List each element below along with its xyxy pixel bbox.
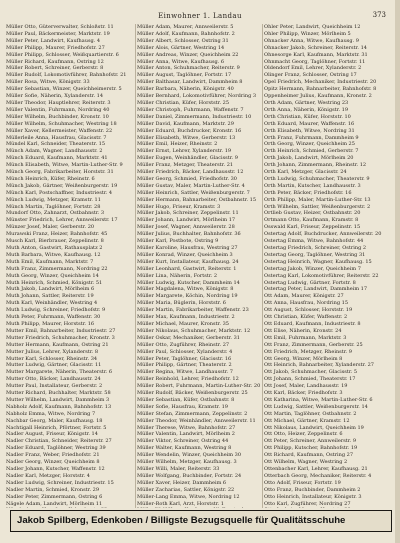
directory-entry: Musch Karl, Bierbrauer, Zeppelinstr. 8 <box>6 238 104 245</box>
directory-entry: Muth Karl, Weinhändler, Westring 4 <box>6 300 98 307</box>
directory-entry: Mutter Julius, Lehrer, Xylanderstr. 8 <box>6 348 99 355</box>
directory-entry: Orth Elisabeth, Witwe, Nordring 31 <box>264 127 355 134</box>
directory-entry: Müller Philipp, Gärtner, Theaterstr. 2 <box>137 362 232 369</box>
running-head <box>0 10 400 24</box>
directory-entry <box>264 507 396 508</box>
directory-entry: Ott Anna, Hausfrau, Nordring 15 <box>264 300 349 307</box>
directory-entry: Muth Jakob, Landwirt, Mörlheim 6 <box>6 286 95 293</box>
directory-entry: Nachtigall Heinrich, Pförtner, Fortstr. 5 <box>6 424 107 431</box>
directory-entry: Ott August, Schlosser, Horststr. 19 <box>264 307 353 314</box>
directory-entry: Orth Anna, Näherin, Königstr. 19 <box>264 106 349 113</box>
directory-entry: Müller Philipp, Schlosser, Weißquartierstr. 6 <box>6 51 119 58</box>
directory-entry: Müller Konrad, Winzer, Queichheim 3 <box>137 251 233 258</box>
directory-entry: Ott Christian, Küfer, Waffenstr. 2 <box>264 314 348 321</box>
directory-entry: Muth Heinrich, Schmied, Königstr. 51 <box>6 279 103 286</box>
directory-entry: Orth Eduard, Maurer, Waffenstr. 16 <box>264 120 355 127</box>
directory-entry: Otto Karl, Zugführer, Nordring 27 <box>264 500 351 507</box>
directory-entry: Müller Christoph, Fuhrmann, Waffenstr. 7 <box>137 106 244 113</box>
directory-entry: Müller Philipp, Maurer, Friedhofstr. 27 <box>6 44 105 51</box>
directory-entry: Müller Wilhelm, Schuhmacher, Westring 18 <box>6 120 117 127</box>
directory-entry: Müller Walter, Kaufmann, Westring 8 <box>137 445 232 452</box>
directory-entry: Müller Stefan, Zimmermann, Zeppelinstr. 2 <box>137 410 248 417</box>
directory-entry: Ohnacker Jakob, Schreiner, Reiterstr. 14 <box>264 44 367 51</box>
directory-entry: Müller Sofie, Hausfrau, Kramstr. 19 <box>137 403 228 410</box>
directory-entry: Müller Wilhelm, Buchbinder, Kronstr. 10 <box>6 113 109 120</box>
directory-entry: Ott Michael, Gärtner, Kramstr. 12 <box>264 417 350 424</box>
directory-entry: Münster Friedrich, Lehrer, Annweilerstr. 17 <box>6 217 118 224</box>
page-number: 373 <box>372 11 386 19</box>
directory-entry: Müller Karl, Postbote, Ostring 9 <box>137 238 219 245</box>
directory-entry: Müller Kurt, Installateur, Kaufhausg. 24 <box>137 258 239 265</box>
directory-entry: Müller Wendelin, Winzer, Queichheim 30 <box>137 452 241 459</box>
directory-entry: Ortmann Otto, Kaufmann, Kramstr. 8 <box>264 217 359 224</box>
directory-columns <box>6 24 396 508</box>
directory-entry: Müller Otto, Zugführer, Rheinstr. 27 <box>137 341 230 348</box>
directory-entry: Ott Elise, Näherin, Kronstr. 24 <box>264 327 342 334</box>
directory-entry: Ostertag Karl, Lokomotivführer, Reiterstr. 22 <box>264 272 379 279</box>
directory-entry: Müller Johann, Landwirt, Mörlheim 17 <box>137 217 236 224</box>
directory-entry: Ott Katharina, Witwe, Martin-Luther-Str. 6 <box>264 396 373 403</box>
directory-entry: Müller Paul, Bäckermeister, Marktstr. 19 <box>6 30 110 37</box>
directory-entry: Müller Rudolf, Lokomotivführer, Bahnhofstr. 21 <box>6 72 127 79</box>
directory-entry: Müller Robert, Schreiner, Gerberstr. 8 <box>6 65 104 72</box>
directory-entry: Ostertag Adolf, Buchdrucker, Annweilerstr. 20 <box>264 231 382 238</box>
directory-entry: Müller Martin, Fabrikarbeiter, Waffenstr. 23 <box>137 307 249 314</box>
directory-entry: Müller Daniel, Zimmermann, Industriestr. 10 <box>137 113 252 120</box>
directory-entry: Müller Elisabeth, Witwe, Gerberstr. 13 <box>137 134 236 141</box>
directory-entry: Mündel Karl, Schneider, Theaterstr. 15 <box>6 141 106 148</box>
directory-entry: Ott Ludwig, Sattler, Weißenburgerstr. 14 <box>264 403 368 410</box>
directory-entry: Oppenheimer Julius, Kaufmann, Kronstr. 2 <box>264 93 372 100</box>
directory-entry: Müller Sebastian, Küfer, Ostbahnstr. 8 <box>137 396 235 403</box>
directory-entry: Müller Barbara, Näherin, Königstr. 40 <box>137 86 234 93</box>
directory-entry: Ott Peter, Schreiner, Annweilerstr. 9 <box>264 438 356 445</box>
directory-entry: Müllerleile Anna, Hausfrau, Glacisstr. 7 <box>6 134 107 141</box>
directory-entry: Mutter Wilhelm, Landwirt, Dammheim 3 <box>6 396 110 403</box>
directory-entry: Muth Peter, Fuhrmann, Waffenstr. 30 <box>6 314 101 321</box>
directory-entry: Müller Hermann, Bahnarbeiter, Ostbahnstr. 15 <box>137 196 256 203</box>
directory-entry: Olinger Franz, Schlosser, Ostring 17 <box>264 72 357 79</box>
directory-entry: Ostertag Friedrich, Schreiner, Ostring 2 <box>264 245 367 251</box>
directory-entry: Ott Philipp, Kutscher, Bahnhofstr. 19 <box>264 445 358 452</box>
directory-entry: Müller Heinrich, Sattler, Weißenburgerstr. 7 <box>137 189 250 196</box>
directory-entry: Müller Eugen, Weinhändler, Glacisstr. 9 <box>137 155 238 162</box>
directory-entry: Müller Adolf, Kaufmann, Bahnhofstr. 2 <box>137 30 235 37</box>
directory-entry: Muth Anton, Gastwirt, Rathausplatz 2 <box>6 245 103 251</box>
directory-entry: Orth Jakob, Landwirt, Mörlheim 20 <box>264 155 354 162</box>
directory-entry: Ostertag Jakob, Winzer, Queichheim 7 <box>264 265 361 272</box>
directory-entry: Müller Friedrich, Bäcker, Landhausstr. 12 <box>137 169 244 176</box>
directory-entry: Müller Reinhold, Lehrer, Friedhofstr. 12 <box>137 376 239 383</box>
directory-entry: Müller Lina, Näherin, Fortstr. 2 <box>137 272 218 279</box>
directory-entry: Münch Martin, Taglöhner, Fortstr. 28 <box>6 203 101 210</box>
directory-entry: Müller Albert, Schlosser, Ostring 31 <box>137 37 229 44</box>
directory-entry: Ott Friedrich, Metzger, Rheinstr. 9 <box>264 348 352 355</box>
directory-entry: Müller Georg, Schmied, Friedhofstr. 30 <box>137 175 237 182</box>
directory-entry: Ott Josef, Maler, Landhausstr. 19 <box>264 383 348 390</box>
directory-entry: Mundorf Otto, Zahnarzt, Ostbahnstr. 3 <box>6 210 105 217</box>
column-divider <box>135 24 136 508</box>
directory-entry: Orth Franz, Fuhrmann, Dammheim 9 <box>264 134 359 141</box>
directory-entry: Müller Gustav, Maler, Martin-Luther-Str. 4 <box>137 182 245 189</box>
directory-entry: Müller-Lang Emma, Witwe, Nordring 12 <box>137 493 240 500</box>
advertisement-text: Jakob Spilberg, Edenkoben / Billigste Bezugsquelle für Qualitätsschuhe <box>17 515 346 526</box>
directory-entry: Orth Wilhelm, Sattler, Weißenburgerstr. 2 <box>264 203 371 210</box>
directory-entry: Müller Peter, Taglöhner, Glacisstr. 16 <box>137 355 232 362</box>
directory-entry: Opitz Hermann, Bahnarbeiter, Bahnhofstr. 8 <box>264 86 377 93</box>
directory-entry: Ohler Peter, Landwirt, Queichheim 12 <box>264 24 361 30</box>
directory-entry: Ott Otto, Heizer, Zeppelinstr. 6 <box>264 431 343 438</box>
directory-entry: Ostertag Ludwig, Gärtner, Fortstr. 8 <box>264 279 356 286</box>
directory-entry: Müller Theodor, Weinhändler, Annweilerstr. 11 <box>137 417 256 424</box>
directory-entry: Mutter Karl, Schlosser, Rheinstr. 34 <box>6 355 98 362</box>
directory-entry: Müller Maria, Büglerin, Horststr. 6 <box>137 300 226 307</box>
advertisement-banner <box>10 510 392 532</box>
directory-entry: Müller Max, Kaufmann, Industriestr. 2 <box>137 314 235 321</box>
directory-entry: Müller Jakob, Schreiner, Zeppelinstr. 11 <box>137 210 239 217</box>
directory-entry <box>137 507 261 508</box>
directory-entry: Ottenbacher Karl, Lehrer, Kaufhausg. 21 <box>264 466 368 472</box>
directory-entry: Mutter Margarete, Näherin, Theaterstr. 6 <box>6 369 113 376</box>
directory-entry: Müller Julius, Buchhalter, Bahnhofstr. 36 <box>137 231 241 238</box>
directory-entry: Müller Sebastian, Winzer, Queichheimerstr. 5 <box>6 86 122 93</box>
directory-entry: Müller Anton, Schuhmacher, Reiterstr. 9 <box>137 65 240 72</box>
directory-entry: Orth Philipp, Maler, Martin-Luther-Str. 13 <box>264 196 371 203</box>
directory-entry: Münzer Josef, Maler, Gerberstr. 20 <box>6 224 95 231</box>
directory-entry: Müller Oskar, Mechaniker, Gerberstr. 31 <box>137 334 240 341</box>
directory-entry: Nadler Georg, Winzer, Queichheim 8 <box>6 459 100 466</box>
directory-entry: Otterbach Georg, Mechaniker, Reiterstr. 4 <box>264 472 372 479</box>
directory-entry: Müller Balthasar, Landwirt, Dammheim 8 <box>137 79 243 86</box>
directory-entry: Ott Franz, Zimmermann, Gerberstr. 25 <box>264 341 363 348</box>
directory-entry: Müller Peter, Landwirt, Kaufhausg. 4 <box>6 37 101 44</box>
directory-entry: Müller Hugo, Friseur, Kramstr. 3 <box>137 203 221 210</box>
directory-entry: Müller Andreas, Winzer, Queichheim 22 <box>137 51 239 58</box>
column-divider <box>262 24 263 508</box>
directory-entry: Müller Regina, Witwe, Landhausstr. 7 <box>137 369 233 376</box>
directory-entry: Ott Martin, Taglöhner, Ostbahnstr. 2 <box>264 410 357 417</box>
directory-entry: Nadler Ludwig, Schreiner, Industriestr. 15 <box>6 479 114 486</box>
directory-entry: Ott Jakob, Schuhmacher, Glacisstr. 5 <box>264 369 358 376</box>
directory-entry: Müller August, Taglöhner, Fortstr. 17 <box>137 72 232 79</box>
directory-entry: Müller Valentin, Fuhrmann, Nordring 40 <box>6 106 110 113</box>
directory-entry: Müller Wolfgang, Buchbinder, Fortstr. 24 <box>137 472 242 479</box>
directory-column-3 <box>264 24 396 508</box>
directory-entry: Nadler August, Friseur, Königstr. 14 <box>6 431 98 438</box>
directory-entry: Ott Georg, Winzer, Mörlheim 8 <box>264 355 343 362</box>
directory-entry: Müller Richard, Kaufmann, Ostring 12 <box>6 58 104 65</box>
directory-entry: Müller Ernst, Lehrer, Xylanderstr. 19 <box>137 148 232 155</box>
directory-entry: Ohler Philipp, Winzer, Mörlheim 5 <box>264 30 351 37</box>
directory-entry: Murawski Franz, Heizer, Bahnhofstr. 45 <box>6 231 108 238</box>
directory-entry: Orth Martin, Kutscher, Landhausstr. 3 <box>264 182 361 189</box>
directory-entry: Orth Georg, Winzer, Queichheim 25 <box>264 141 355 148</box>
directory-entry: Müller Otto, Güterverwalter, Schloßstr. 11 <box>6 24 114 30</box>
directory-entry: Ott Adam, Maurer, Königstr. 27 <box>264 293 344 300</box>
directory-entry: Nadler Franz, Weber, Friedhofstr. 21 <box>6 452 100 459</box>
directory-entry: Ostertag Heinrich, Wagner, Kaufhausg. 15 <box>264 258 372 265</box>
directory-entry: Ohnmacht Georg, Taglöhner, Fortstr. 11 <box>264 58 366 65</box>
directory-entry: Müller Christian, Küfer, Horststr. 25 <box>137 99 230 106</box>
directory-column-1 <box>6 24 134 508</box>
directory-entry: Müller Alois, Gärtner, Westring 14 <box>137 44 225 51</box>
directory-entry: Ostertag Peter, Landwirt, Dammheim 17 <box>264 286 368 293</box>
directory-entry: Nabholz Adolf, Kaufmann, Bahnhofstr. 13 <box>6 403 112 410</box>
directory-entry: Münch Elisabeth, Witwe, Martin-Luther-Str. 9 <box>6 162 123 169</box>
directory-entry: Müller Wilhelm, Metzger, Kaufhausg. 3 <box>137 459 237 466</box>
directory-entry: Mutter Richard, Buchhalter, Marktstr. 58 <box>6 390 111 397</box>
directory-entry: Münch Adam, Wagner, Landhausstr. 2 <box>6 148 103 155</box>
directory-entry: Orth Karl, Metzger, Glacisstr. 24 <box>264 169 347 176</box>
directory-entry: Orth Ludwig, Schuhmacher, Theaterstr. 9 <box>264 175 370 182</box>
directory-entry: Ott Richard, Kaufmann, Ostring 27 <box>264 452 354 459</box>
directory-entry: Münch Georg, Fabrikarbeiter, Horststr. 31 <box>6 169 114 176</box>
directory-entry: Orth Heinrich, Schmied, Gerberstr. 7 <box>264 148 359 155</box>
directory-entry: Münch Heinrich, Küfer, Rheinstr. 6 <box>6 175 95 182</box>
directory-entry: Münch Karl, Postschaffner, Industriestr. 4 <box>6 189 113 196</box>
directory-entry: Nadler Christian, Schneider, Reiterstr. 27 <box>6 438 112 445</box>
directory-entry: Müller Xaver, Heizer, Dammheim 6 <box>137 479 227 486</box>
directory-entry: Müller Valentin, Landwirt, Mörlheim 2 <box>137 431 235 438</box>
directory-entry: Ohnacker Anna, Witwe, Kaufhausg. 9 <box>264 37 359 44</box>
directory-entry: Nadler Peter, Zimmermann, Ostring 6 <box>6 493 103 500</box>
directory-entry: Nabholz Emma, Witwe, Nordring 7 <box>6 410 96 417</box>
directory-entry: Muth Johann, Sattler, Reiterstr. 19 <box>6 293 94 300</box>
directory-entry: Müller Xaver, Kellermeister, Waffenstr. 22 <box>6 127 113 134</box>
directory-entry: Müller Therese, Witwe, Bahnhofstr. 27 <box>137 424 236 431</box>
directory-column-2 <box>137 24 261 508</box>
directory-entry: Müller Emil, Heizer, Rheinstr. 2 <box>137 141 218 148</box>
directory-entry: Müller Rosa, Witwe, Königstr. 33 <box>6 79 90 86</box>
running-title: Einwohner 1. Landau <box>158 12 242 20</box>
directory-entry: Oldendorf Emil, Lehrer, Xylanderstr. 2 <box>264 65 362 72</box>
directory-entry: Ostertag Emma, Witwe, Bahnhofstr. 44 <box>264 238 364 245</box>
directory-entry: Muth Barbara, Witwe, Kaufhausg. 12 <box>6 251 101 258</box>
directory-entry: Orth Johann, Zimmermann, Rheinstr. 12 <box>264 162 367 169</box>
directory-entry: Müller Paul, Schlosser, Xylanderstr. 4 <box>137 348 233 355</box>
directory-entry: Müller Zacharias, Sattler, Königstr. 22 <box>137 486 235 493</box>
directory-entry: Müller Leonhard, Gastwirt, Reiterstr. 1 <box>137 265 237 272</box>
directory-entry: Müller Eduard, Buchdrucker, Kronstr. 16 <box>137 127 242 134</box>
directory-entry: Nachbar Georg, Maler, Kaufhausg. 18 <box>6 417 103 424</box>
directory-entry: Otto Adolf, Friseur, Fortstr. 19 <box>264 479 341 486</box>
directory-entry: Orth Peter, Bäcker, Friedhofstr. 16 <box>264 189 352 196</box>
page-edge <box>395 0 400 543</box>
directory-entry: Ohnesorge Karl, Kaufmann, Marktstr. 31 <box>264 51 368 58</box>
directory-entry: Nadler Eduard, Taglöhner, Westring 39 <box>6 445 106 452</box>
directory-entry: Münch Jakob, Gärtner, Weißenburgerstr. 19 <box>6 182 118 189</box>
directory-entry: Muth Philipp, Maurer, Horststr. 16 <box>6 320 95 327</box>
directory-entry: Orth Christian, Küfer, Horststr. 10 <box>264 113 351 120</box>
directory-entry <box>6 507 134 508</box>
directory-entry: Muth Emil, Kaufmann, Marktstr. 7 <box>6 258 94 265</box>
directory-entry: Nadler Johann, Kutscher, Waffenstr. 12 <box>6 466 105 472</box>
directory-entry: Münch Eduard, Kaufmann, Marktstr. 41 <box>6 155 108 162</box>
directory-entry: Ott Nikolaus, Landwirt, Queichheim 19 <box>264 424 364 431</box>
directory-entry: Muth Georg, Winzer, Queichheim 14 <box>6 272 99 279</box>
directory-entry: Ortlieb Gustav, Heizer, Ostbahnstr. 20 <box>264 210 361 217</box>
directory-entry: Müller Adam, Maurer, Annweilerstr. 5 <box>137 24 234 30</box>
directory-entry: Müller Rudolf, Bäcker, Weißenburgerstr. 25 <box>137 390 248 397</box>
directory-entry: Nadler Martin, Schmied, Kronstr. 29 <box>6 486 100 493</box>
directory-entry: Nägele Adam, Landwirt, Mörlheim 11 <box>6 500 103 507</box>
directory-entry: Müller Willi, Maler, Reiterstr. 33 <box>137 466 220 472</box>
directory-entry: Mutter Paul, Installateur, Gerberstr. 2 <box>6 383 103 390</box>
directory-entry: Mutter Friedrich, Schuhmacher, Kronstr. 3 <box>6 334 115 341</box>
directory-entry: Otto Franz, Buchbinder, Dammheim 2 <box>264 486 361 493</box>
directory-entry: Müller Michael, Maurer, Kronstr. 35 <box>137 320 229 327</box>
directory-entry: Ott Heinrich, Bahnarbeiter, Xylanderstr. 27 <box>264 362 374 369</box>
directory-entry: Müller Nikolaus, Schuhmacher, Marktstr. 12 <box>137 327 251 334</box>
directory-entry: Osswald Karl, Friseur, Zeppelinstr. 15 <box>264 224 361 231</box>
directory-entry: Müller Bernhard, Lokomotivführer, Nordring 3 <box>137 93 257 100</box>
directory-entry: Müller Magdalena, Witwe, Königstr. 8 <box>137 286 234 293</box>
directory-entry: Muth Franz, Zimmermann, Nordring 22 <box>6 265 108 272</box>
directory-entry: Mutter Emil, Bahnarbeiter, Industriestr. 27 <box>6 327 116 334</box>
directory-entry: Müller-Roth Karl, Arzt, Horststr. 1 <box>137 500 224 507</box>
directory-entry: Ott Eduard, Kaufmann, Industriestr. 8 <box>264 320 361 327</box>
directory-entry: Mutter Ludwig, Gärtner, Glacisstr. 11 <box>6 362 102 369</box>
directory-entry: Ott Karl, Bäcker, Friedhofstr. 3 <box>264 390 343 397</box>
directory-entry: Müller Ludwig, Kutscher, Dammheim 14 <box>137 279 240 286</box>
directory-entry: Nadler Karl, Metzger, Horststr. 4 <box>6 472 90 479</box>
directory-entry: Müller Karoline, Hausfrau, Westring 27 <box>137 245 238 251</box>
directory-entry: Müller Margarete, Köchin, Nordring 19 <box>137 293 238 300</box>
directory-entry: Müller Sofie, Näherin, Xylanderstr. 14 <box>6 93 103 100</box>
directory-entry: Müller Anna, Witwe, Kaufhausg. 6 <box>137 58 225 65</box>
directory-entry: Münch Ludwig, Metzger, Kramstr. 11 <box>6 196 101 203</box>
directory-entry: Mutter Hermann, Kaufmann, Ostring 21 <box>6 341 109 348</box>
directory-entry: Opel Friedrich, Mechaniker, Industriestr. 20 <box>264 79 377 86</box>
directory-entry: Müller David, Kaufmann, Marktstr. 29 <box>137 120 234 127</box>
directory-entry: Müller Josef, Wagner, Annweilerstr. 28 <box>137 224 235 231</box>
directory-entry: Ott Emil, Fuhrmann, Marktstr. 3 <box>264 334 347 341</box>
directory-entry: Ott Johann, Schmied, Theaterstr. 17 <box>264 376 356 383</box>
directory-entry: Müller Theodor, Hauptlehrer, Reiterstr. 3 <box>6 99 111 106</box>
directory-entry: Ott Wilhelm, Wagner, Westring 2 <box>264 459 348 466</box>
directory-entry: Otto Heinrich, Installateur, Königstr. 3 <box>264 493 362 500</box>
directory-entry: Müller Robert, Fuhrmann, Martin-Luther-Str. 20 <box>137 383 261 390</box>
directory-entry: Mutter Otto, Bäcker, Landhausstr. 24 <box>6 376 101 383</box>
directory-entry: Müller Viktor, Schreiner, Ostring 44 <box>137 438 229 445</box>
directory-entry: Orth Adam, Gärtner, Westring 23 <box>264 99 349 106</box>
directory-entry: Müller Franz, Metzger, Theaterstr. 21 <box>137 162 234 169</box>
directory-entry: Ostertag Georg, Taglöhner, Westring 31 <box>264 251 366 258</box>
directory-entry: Muth Ludwig, Schreiner, Friedhofstr. 9 <box>6 307 106 314</box>
